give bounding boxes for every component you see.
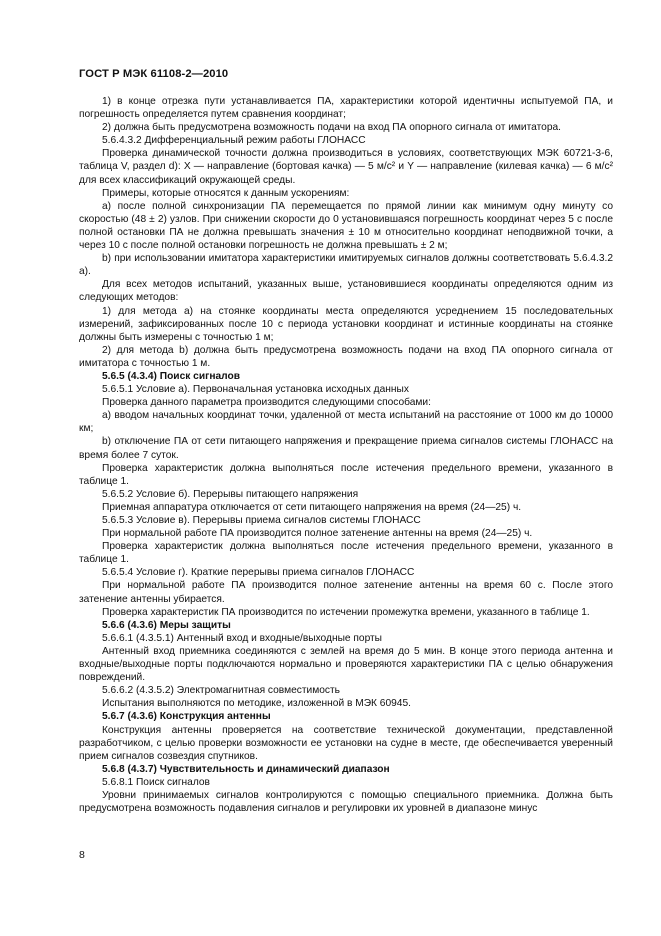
paragraph: Антенный вход приемника соединяются с землей на время до 5 мин. В конце этого периода антенна и входные/выходные порты подключаются нормально и проверяются характеристики ПА с целью обнаружения повреждений. xyxy=(79,645,613,684)
document-header: ГОСТ Р МЭК 61108-2—2010 xyxy=(79,68,229,80)
paragraph: Испытания выполняются по методике, изложенной в МЭК 60945. xyxy=(102,698,411,710)
paragraph: 5.6.8.1 Поиск сигналов xyxy=(102,776,210,788)
paragraph: Проверка характеристик ПА производится по истечении промежутка времени, указанного в таблице 1. xyxy=(102,606,590,618)
paragraph: 5.6.5.1 Условие а). Первоначальная установка исходных данных xyxy=(102,384,409,396)
paragraph: Проверка данного параметра производится следующими способами: xyxy=(102,397,431,409)
paragraph: Примеры, которые относятся к данным ускорениям: xyxy=(102,187,350,199)
section-heading: 5.6.5 (4.3.4) Поиск сигналов xyxy=(102,370,240,382)
paragraph: b) отключение ПА от сети питающего напряжения и прекращение приема сигналов системы ГЛОНАСС на время более 7 суток. xyxy=(79,436,613,461)
document-body xyxy=(79,95,613,815)
section-heading: 5.6.7 (4.3.6) Конструкция антенны xyxy=(102,711,271,723)
paragraph: b) при использовании имитатора характеристики имитируемых сигналов должны соответствовать 5.6.4.3.2 а). xyxy=(79,253,613,278)
paragraph: При нормальной работе ПА производится полное затенение антенны на время (24—25) ч. xyxy=(102,528,533,540)
paragraph: Уровни принимаемых сигналов контролируются с помощью специального приемника. Должна быть предусмотрена возможность подавления сигналов и регулировки их уровней в диапазоне минус xyxy=(79,789,613,815)
section-heading: 5.6.8 (4.3.7) Чувствительность и динамический диапазон xyxy=(102,763,390,775)
paragraph: Конструкция антенны проверяется на соответствие технической документации, представленной разработчиком, с целью проверки возможности ее установки на судне в месте, где обеспечивается уверенный прием сигналов созвездия спутников. xyxy=(79,724,613,762)
paragraph: 5.6.5.2 Условие б). Перерывы питающего напряжения xyxy=(102,488,359,500)
paragraph: При нормальной работе ПА производится полное затенение антенны на время 60 с. После этого затенение антенны убирается. xyxy=(79,580,613,605)
paragraph: a) после полной синхронизации ПА перемещается по прямой линии как минимум одну минуту со скоростью (48 ± 2) узлов. При снижении скорости до 0 установившаяся погрешность координат через 5 с после полной остановки ПА не должна превышать значения ± 10 м относительно координат неподвижной точки, а через 10 с после полной остановки погрешность не должна превышать ± 2 м; xyxy=(79,200,613,252)
paragraph: Приемная аппаратура отключается от сети питающего напряжения на время (24—25) ч. xyxy=(102,501,522,513)
paragraph: 2) должна быть предусмотрена возможность подачи на вход ПА опорного сигнала от имитатора. xyxy=(102,122,561,134)
page-number: 8 xyxy=(79,849,85,861)
paragraph: 5.6.5.4 Условие г). Краткие перерывы приема сигналов ГЛОНАСС xyxy=(102,567,415,579)
paragraph: 1) для метода а) на стоянке координаты места определяются усреднением 15 последовательных измерений, зафиксированных после 10 с периода установки координат и истинные координаты на стоянке должны быть измерены с точностью 1 м; xyxy=(79,305,613,343)
paragraph: Для всех методов испытаний, указанных выше, установившиеся координаты определяются одним из следующих методов: xyxy=(79,279,613,304)
paragraph: 2) для метода b) должна быть предусмотрена возможность подачи на вход ПА опорного сигнала от имитатора с точностью 1 м. xyxy=(79,344,613,369)
paragraph: Проверка характеристик должна выполняться после истечения предельного времени, указанного в таблице 1. xyxy=(79,462,613,487)
paragraph: 5.6.6.1 (4.3.5.1) Антенный вход и входные/выходные порты xyxy=(102,632,382,644)
paragraph: 5.6.4.3.2 Дифференциальный режим работы ГЛОНАСС xyxy=(102,135,366,147)
paragraph: 5.6.6.2 (4.3.5.2) Электромагнитная совместимость xyxy=(102,685,340,697)
paragraph: Проверка динамической точности должна производиться в условиях, соответствующих МЭК 60721-3-6, таблица V, раздел d): X — направление (бортовая качка) — 5 м/с² и Y — направление (килевая качка) — 6 м/с² для всех классификаций окружающей среды. xyxy=(79,148,613,186)
paragraph: Проверка характеристик должна выполняться после истечения предельного времени, указанного в таблице 1. xyxy=(79,541,613,566)
paragraph: 1) в конце отрезка пути устанавливается ПА, характеристики которой идентичны испытуемой ПА, и погрешность определяется путем сравнения координат; xyxy=(79,96,613,121)
paragraph: 5.6.5.3 Условие в). Перерывы приема сигналов системы ГЛОНАСС xyxy=(102,515,421,526)
paragraph: a) вводом начальных координат точки, удаленной от места испытаний на расстояние от 1000 км до 10000 км; xyxy=(79,410,613,435)
section-heading: 5.6.6 (4.3.6) Меры защиты xyxy=(102,619,231,631)
